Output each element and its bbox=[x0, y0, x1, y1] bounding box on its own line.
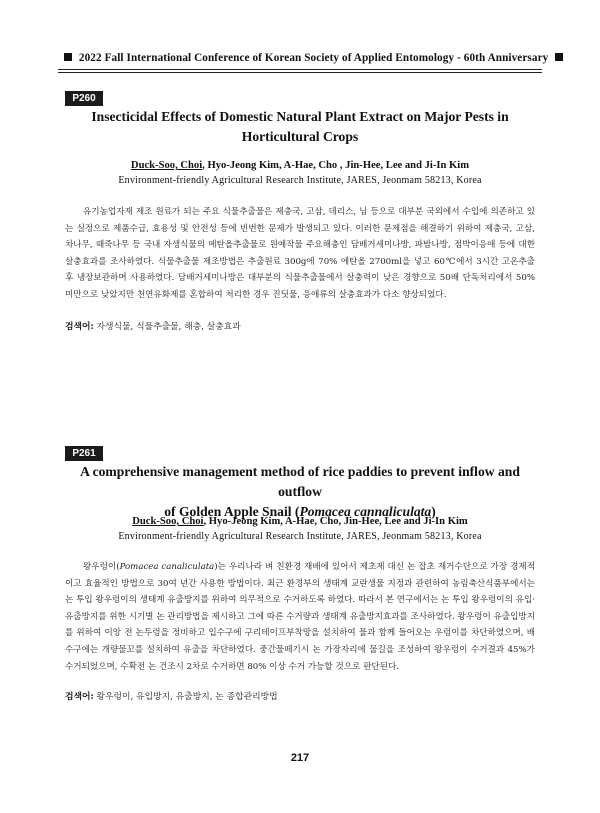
poster-code-badge: P260 bbox=[65, 91, 103, 106]
title-text: ) bbox=[431, 504, 436, 519]
paper-title-line-1: A comprehensive management method of rice paddies to prevent inflow and outflow bbox=[80, 464, 520, 499]
page-number: 217 bbox=[290, 752, 310, 764]
presenting-author: Duck-Soo, Choi bbox=[132, 516, 204, 527]
abstract-text: 왕우렁이( bbox=[83, 562, 120, 572]
square-bullet-icon bbox=[555, 53, 563, 61]
abstract: 유기농업자재 제조 원료가 되는 주요 식물추출물은 제충국, 고삼, 데리스, 님 등으로 대부분 국외에서 수입에 의존하고 있는 실정으로 제품수급, 효용성 및 안전성 등에 빈번한 문제가 발생되고 있다. 이러한 문제점을 해결하기 위하여 제충국, 고삼, 차나무, 때죽나무 등 국내 자생식물의 메탄올추출물로 원예작물 주요해충인 담배거세미나방, 파밤나방, 점박이응애 등에 대한 살충효과를 조사하였다. 식물추출물 제조방법은 추출원료 300g에 70% 에탄올 2700ml을 넣고 60℃에서 3시간 고온추출 후 냉장보관하며 사용하였다. 담배거세미나방은 대부분의 식물추출물에서 살충력이 낮은 경향으로 50배 단독처리에서 50% 미만으로 낮았지만 천연유화제를 혼합하여 처리한 경우 진딧물, 응애류의 살충효과가 다소 향상되었다. bbox=[65, 207, 535, 300]
coauthors: , Hyo-Jeong Kim, A-Hae, Cho, Jin-Hee, Lee and Ji-In Kim bbox=[203, 516, 468, 527]
conference-header-text: 2022 Fall International Conference of Korean Society of Applied Entomology - 60th Anniversary bbox=[78, 52, 549, 64]
affiliation: Environment-friendly Agricultural Research Institute, JARES, Jeonmam 58213, Korea bbox=[118, 175, 482, 186]
keywords-line bbox=[65, 690, 535, 704]
header-rule-top bbox=[58, 69, 542, 70]
title-text: of Golden Apple Snail ( bbox=[164, 504, 300, 519]
paper-title: Insecticidal Effects of Domestic Natural Plant Extract on Major Pests in Horticultural Crops bbox=[91, 109, 509, 144]
header-rule-bottom bbox=[58, 72, 542, 73]
coauthors: , Hyo-Jeong Kim, A-Hae, Cho , Jin-Hee, Lee and Ji-In Kim bbox=[202, 160, 470, 171]
affiliation: Environment-friendly Agricultural Research Institute, JARES, Jeonmam 58213, Korea bbox=[118, 531, 482, 542]
keywords-label: 검색어: bbox=[65, 322, 94, 332]
keywords-line bbox=[65, 320, 535, 334]
conference-header bbox=[60, 52, 549, 64]
species-name: Pomacea canaliculata bbox=[119, 562, 215, 572]
poster-code-badge: P261 bbox=[65, 446, 103, 461]
paper-title bbox=[65, 462, 535, 522]
author-list bbox=[65, 159, 535, 173]
square-bullet-icon bbox=[64, 53, 72, 61]
keywords: 왕우렁이, 유입방지, 유출방지, 논 종합관리방법 bbox=[96, 692, 278, 702]
author-list bbox=[65, 515, 535, 529]
species-name: Pomacea cannaliculata bbox=[299, 504, 432, 519]
abstract-text: )는 우리나라 벼 친환경 재배에 있어서 제초제 대신 논 잡초 재거수단으로 가장 경제적이고 효율적인 방법으로 30여 년간 사용한 방법이다. 최근 환경부의 생태계 교란생물 지정과 관련하여 농림축산식품부에서는 논 투입 왕우렁이의 생태계 유출방지를 위하여 의무적으로 수거하도록 하였다. 따라서 본 연구에서는 논 투입 왕우렁이의 유입·유출방지를 위한 시기별 논 관리방법을 제시하고 그에 따른 수거량과 생태계 유출방지효과를 조사하였다. 왕우렁이 유출입방지를 위하여 이앙 전 논두렁을 정비하고 입수구에 구리테이프부착망을 설치하여 물과 함께 들어오는 우렁이를 차단하였으며, 배수구에는 개량물꼬를 설치하여 유출을 차단하였다. 중간물떼기시 논 가장자리에 물길을 조성하여 왕우렁이 수거결과 45%가 수거되었으며, 수확전 논 건조시 2차로 수거하면 80% 이상 수거 가능할 것으로 판단된다. bbox=[65, 562, 535, 672]
keywords-label: 검색어: bbox=[65, 692, 94, 702]
presenting-author: Duck-Soo, Choi bbox=[130, 160, 203, 171]
keywords: 자생식물, 식물추출물, 해충, 살충효과 bbox=[96, 322, 241, 332]
abstract bbox=[65, 559, 535, 675]
